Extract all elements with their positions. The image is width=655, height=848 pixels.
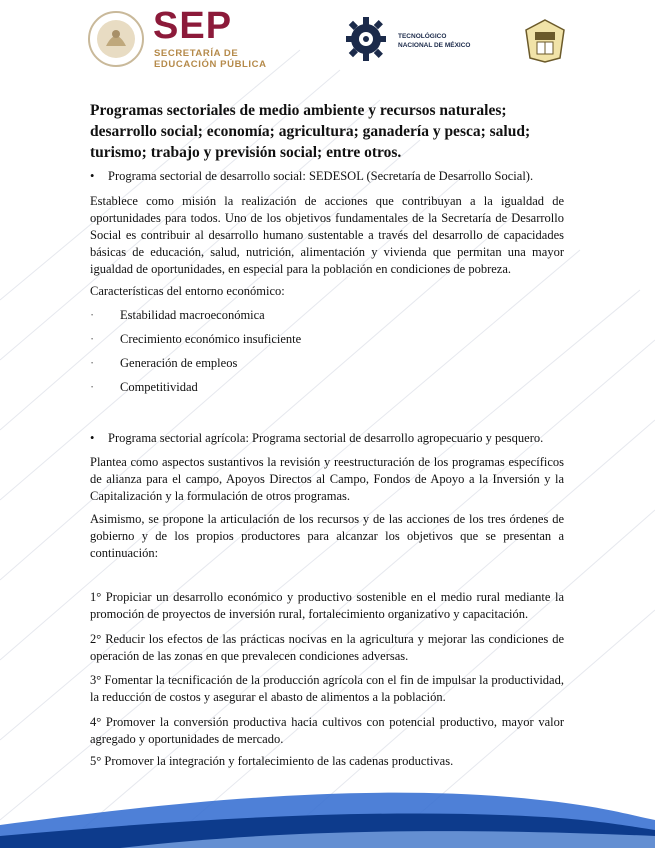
page-title: Programas sectoriales de medio ambiente y recursos naturales; desarrollo social; economía; agricultura; ganadería y pesca; salud; turismo; trabajo y previsión social; entre otros. bbox=[90, 102, 531, 161]
objective-item: 2° Reducir los efectos de las prácticas nocivas en la agricultura y mejorar las condiciones de operación de las zonas en que prevalecen condiciones adversas. bbox=[90, 632, 564, 663]
list-item: · Crecimiento económico insuficiente bbox=[90, 332, 302, 346]
sep-logo-text: SEP bbox=[153, 5, 233, 47]
paragraph-sedesol: Establece como misión la realización de acciones que contribuyan a la igualdad de oportunidades para todos. Uno de los objetivos fundamentales de la Secretaría de Desarrollo Social es contribuir al desarrollo humano sustentable a través del desarrollo de capacidades básicas de educación, salud, nutrición, alimentación y vivienda que permitan una mayor igualdad de oportunidades, en especial para la población en condiciones de pobreza. bbox=[90, 194, 564, 276]
tecnm-text: TECNOLÓGICO NACIONAL DE MÉXICO bbox=[398, 33, 471, 49]
sep-subtitle: SECRETARÍA DE EDUCACIÓN PÚBLICA bbox=[154, 48, 267, 70]
paragraph-alianza: Plantea como aspectos sustantivos la revisión y reestructuración de los programas específicos de alianza para el campo, Apoyos Directos al Campo, Fondos de Apoyo a la Inversión y la Capitalización y la formulación de otros programas. bbox=[90, 455, 564, 503]
paragraph-articulacion: Asimismo, se propone la articulación de los recursos y de las acciones de los tres órdenes de gobierno y de los propios productores para alcanzar los objetivos que se presentan a continuación: bbox=[90, 512, 564, 560]
list-title: Características del entorno económico: bbox=[90, 284, 285, 298]
list-item: · Competitividad bbox=[90, 380, 198, 394]
objective-item: 1° Propiciar un desarrollo económico y productivo sostenible en el medio rural mediante la promoción de proyectos de inversión rural, fortalecimiento organizativo y capacitación. bbox=[90, 590, 564, 621]
bullet-dot: • bbox=[90, 169, 95, 183]
list-item: · Generación de empleos bbox=[90, 356, 238, 370]
objective-item: 4° Promover la conversión productiva hacia cultivos con potencial productivo, mayor valor agregado y oportunidades de mercado. bbox=[90, 715, 564, 746]
objective-item: 5° Promover la integración y fortalecimiento de las cadenas productivas. bbox=[90, 754, 454, 768]
list-item: · Estabilidad macroeconómica bbox=[90, 308, 265, 322]
bullet-sedesol: • Programa sectorial de desarrollo social: SEDESOL (Secretaría de Desarrollo Social). bbox=[90, 169, 534, 183]
mexico-seal-logo bbox=[86, 10, 146, 68]
bullet-agricola: • Programa sectorial agrícola: Programa sectorial de desarrollo agropecuario y pesquero. bbox=[90, 431, 544, 445]
tecnm-gear-logo bbox=[343, 12, 389, 70]
bullet-dot: • bbox=[90, 431, 95, 445]
institute-shield-logo bbox=[524, 18, 566, 64]
objective-item: 3° Fomentar la tecnificación de la producción agrícola con el fin de impulsar la productividad, la reducción de costos y asegurar el abasto de alimentos a la población. bbox=[90, 673, 564, 704]
